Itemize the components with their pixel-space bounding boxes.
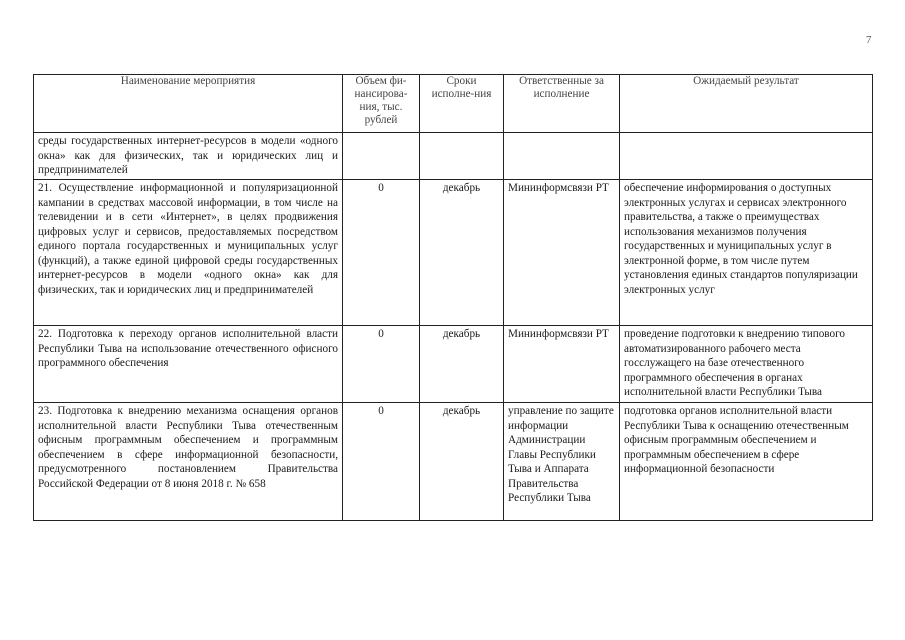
column-header-name: Наименование мероприятия — [34, 75, 343, 133]
table-row — [34, 403, 873, 521]
funding-amount: 0 — [343, 180, 420, 326]
column-header-amount: Объем фи-нансирова-ния, тыс. рублей — [343, 75, 420, 133]
funding-amount — [343, 133, 420, 180]
expected-result: проведение подготовки к внедрению типового автоматизированного рабочего места госслужащего на базе отечественного программного обеспечения в органах исполнительной власти Республики Тыва — [620, 326, 873, 403]
deadline: декабрь — [420, 180, 504, 326]
funding-amount: 0 — [343, 326, 420, 403]
column-header-responsible: Ответственные за исполнение — [504, 75, 620, 133]
deadline — [420, 133, 504, 180]
responsible-party — [504, 133, 620, 180]
activity-name: среды государственных интернет-ресурсов в модели «одного окна» как для физических, так и юридических лиц и предпринимателей — [34, 133, 343, 180]
table-header-row — [34, 75, 873, 133]
responsible-party: Мининформсвязи РТ — [504, 180, 620, 326]
table-row — [34, 133, 873, 180]
expected-result — [620, 133, 873, 180]
deadline: декабрь — [420, 403, 504, 521]
responsible-party: Мининформсвязи РТ — [504, 326, 620, 403]
activity-plan-table — [33, 74, 873, 521]
activity-name: 23. Подготовка к внедрению механизма оснащения органов исполнительной власти Республики Тыва отечественным офисным программным обеспечением и программным обеспечением в сфере информационной безопасности, предусмотренного постановлением Правительства Российской Федерации от 8 июня 2018 г. № 658 — [34, 403, 343, 521]
expected-result: обеспечение информирования о доступных электронных услугах и сервисах электронного правительства, а также о преимуществах использования механизмов получения государственных и муниципальных услуг в электронной форме, в том числе путем установления единых стандартов популяризации электронных услуг — [620, 180, 873, 326]
expected-result: подготовка органов исполнительной власти Республики Тыва к оснащению отечественным офисным программным обеспечением и программным обеспечением в сфере информационной безопасности — [620, 403, 873, 521]
table-row — [34, 180, 873, 326]
column-header-result: Ожидаемый результат — [620, 75, 873, 133]
funding-amount: 0 — [343, 403, 420, 521]
column-header-deadline: Сроки исполне-ния — [420, 75, 504, 133]
activity-name: 22. Подготовка к переходу органов исполнительной власти Республики Тыва на использование отечественного офисного программного обеспечения — [34, 326, 343, 403]
deadline: декабрь — [420, 326, 504, 403]
table-row — [34, 326, 873, 403]
activity-name: 21. Осуществление информационной и популяризационной кампании в средствах массовой информации, в том числе на телевидении и в сети «Интернет», в целях продвижения цифровых услуг и сервисов, предоставляемых посредством единого портала государственных и муниципальных услуг (функций), а также единой цифровой среды государственных интернет-ресурсов в модели «одного окна» как для физических, так и юридических лиц и предпринимателей — [34, 180, 343, 326]
responsible-party: управление по защите информации Администрации Главы Республики Тыва и Аппарата Правительства Республики Тыва — [504, 403, 620, 521]
page-number: 7 — [866, 34, 872, 46]
